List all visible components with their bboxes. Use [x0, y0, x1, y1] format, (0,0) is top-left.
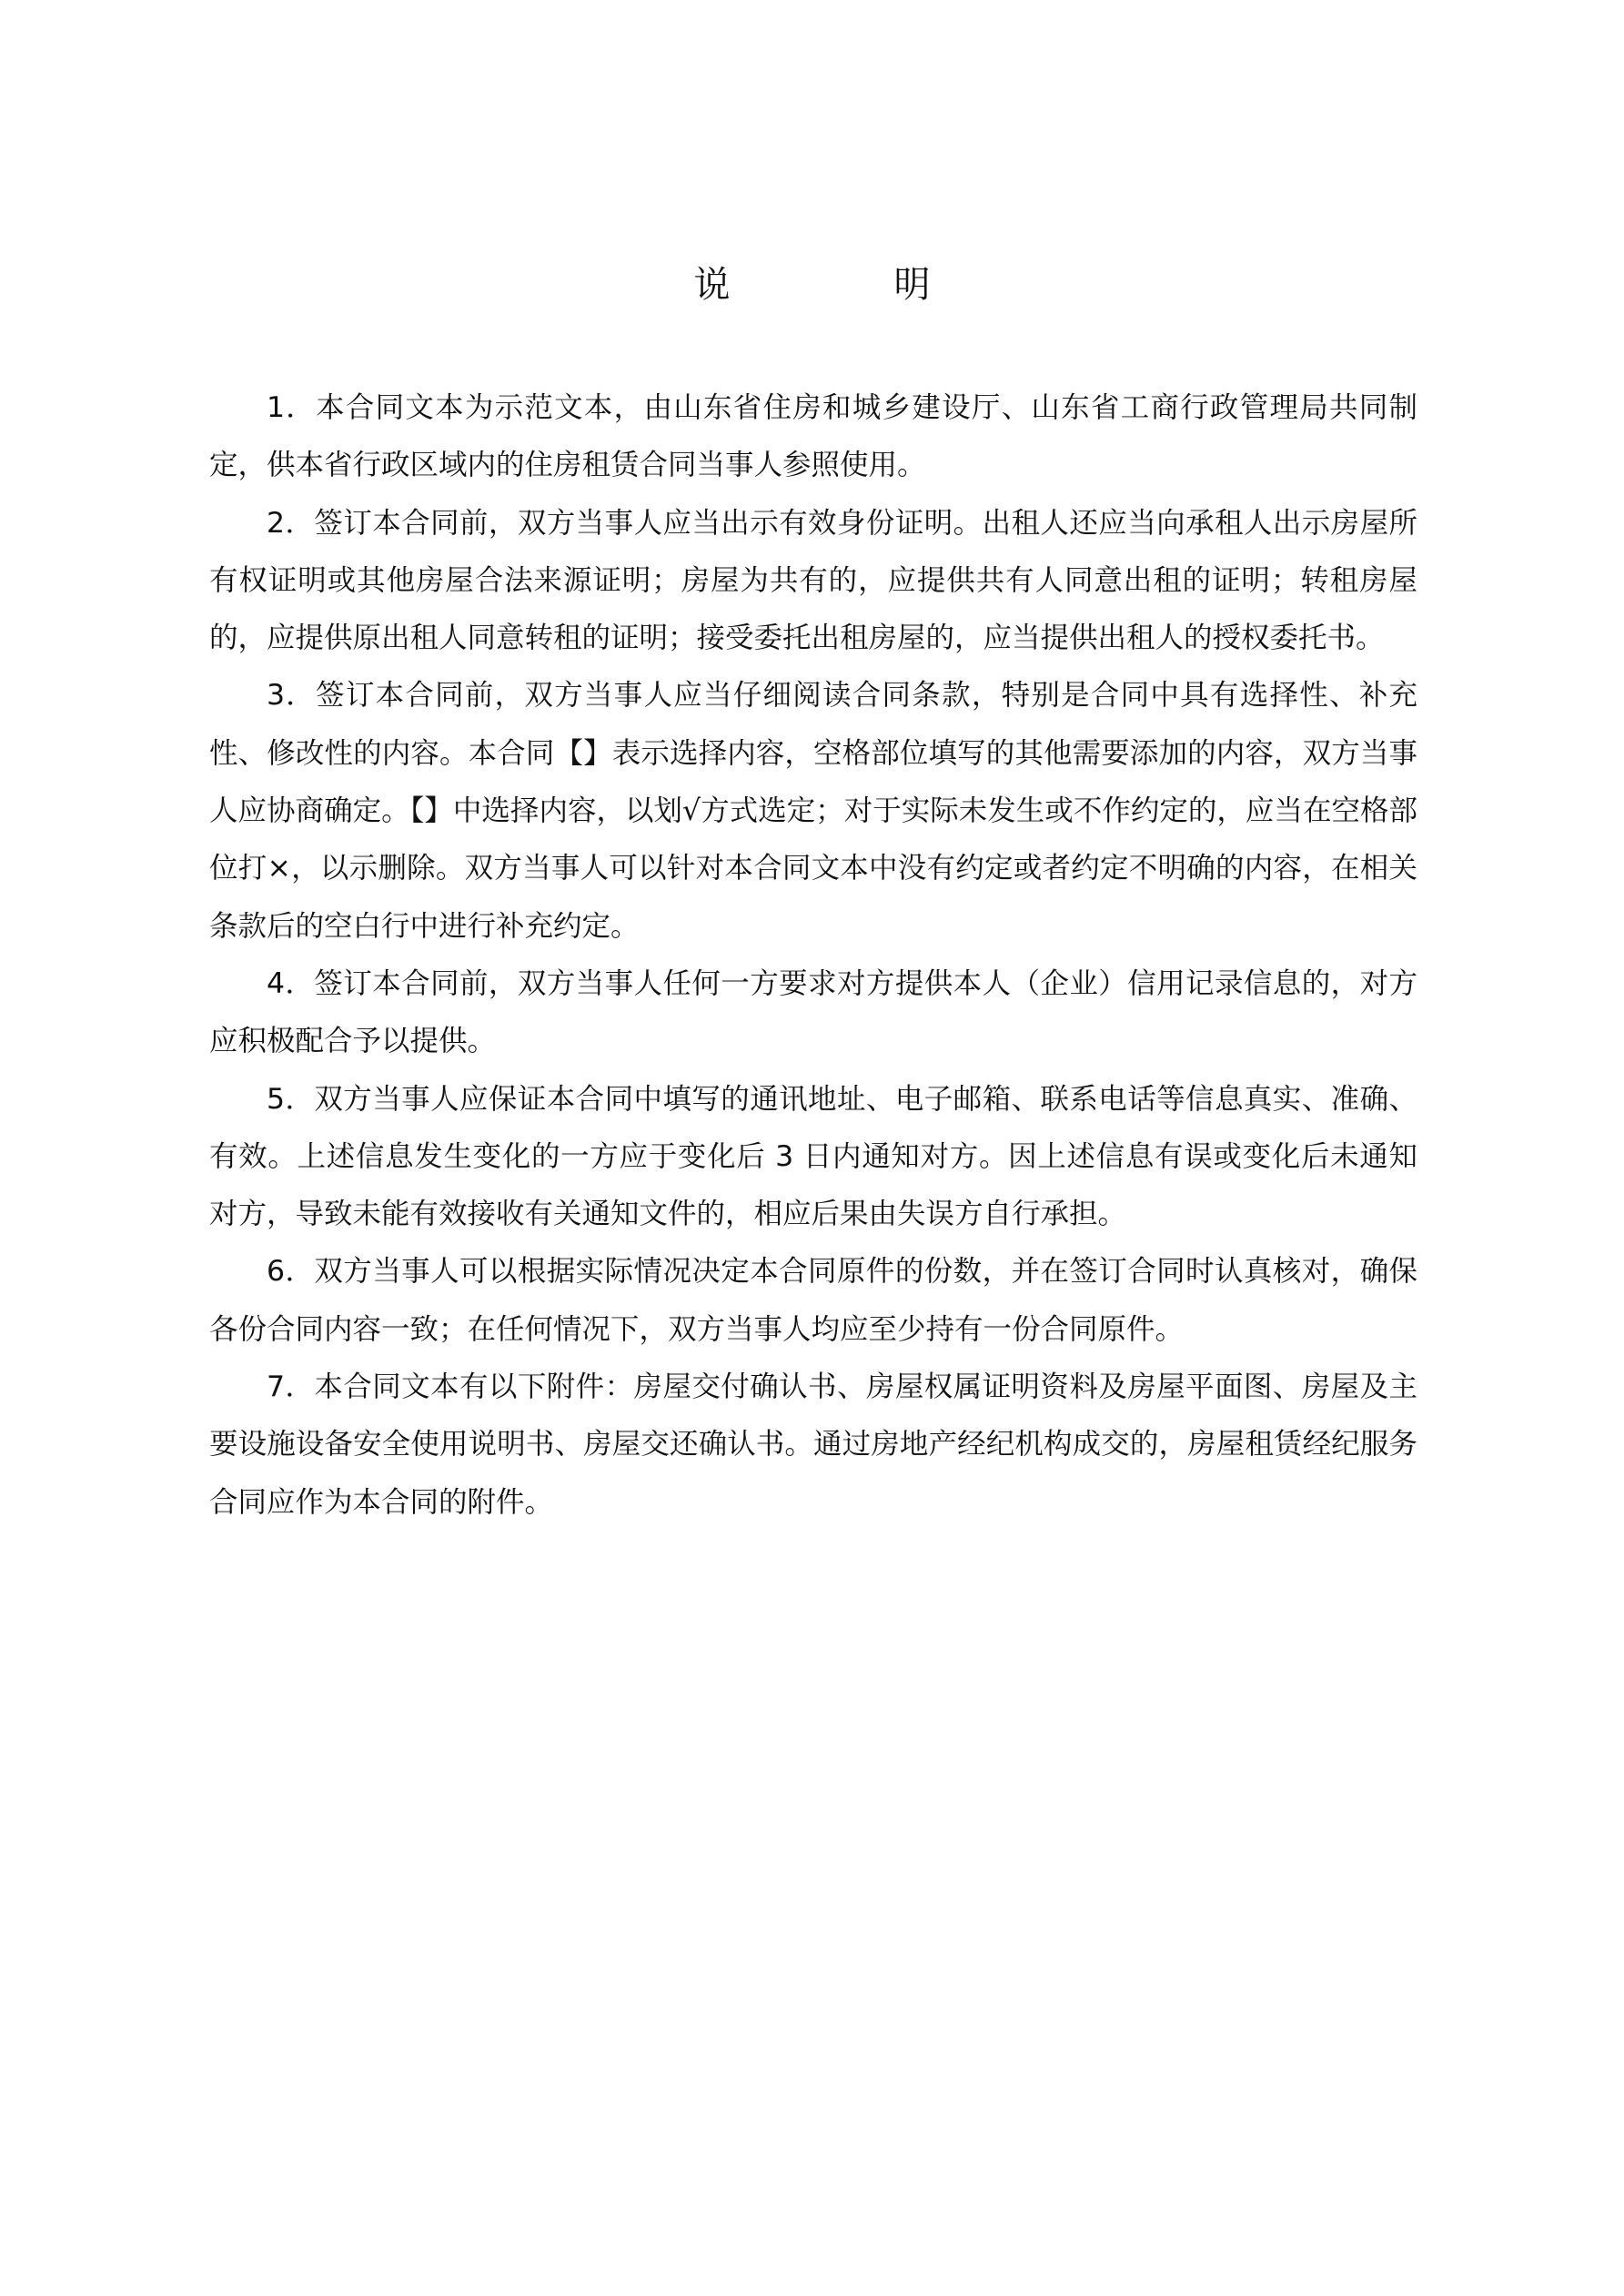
instructions-body: [209, 379, 1417, 1532]
instruction-paragraph-6: 6．双方当事人可以根据实际情况决定本合同原件的份数，并在签订合同时认真核对，确保各份合同内容一致；在任何情况下，双方当事人均应至少持有一份合同原件。: [209, 1255, 1417, 1346]
instruction-paragraph-5: 5．双方当事人应保证本合同中填写的通讯地址、电子邮箱、联系电话等信息真实、准确、有效。上述信息发生变化的一方应于变化后 3 日内通知对方。因上述信息有误或变化后未通知对方，导致未能有效接收有关通知文件的，相应后果由失误方自行承担。: [209, 1082, 1417, 1231]
instruction-paragraph-1: 1．本合同文本为示范文本，由山东省住房和城乡建设厅、山东省工商行政管理局共同制定，供本省行政区域内的住房租赁合同当事人参照使用。: [209, 391, 1417, 482]
instruction-paragraph-7: 7．本合同文本有以下附件：房屋交付确认书、房屋权属证明资料及房屋平面图、房屋及主要设施设备安全使用说明书、房屋交还确认书。通过房地产经纪机构成交的，房屋租赁经纪服务合同应作为本合同的附件。: [209, 1371, 1417, 1519]
instruction-paragraph-2: 2．签订本合同前，双方当事人应当出示有效身份证明。出租人还应当向承租人出示房屋所有权证明或其他房屋合法来源证明；房屋为共有的，应提供共有人同意出租的证明；转租房屋的，应提供原出租人同意转租的证明；接受委托出租房屋的，应当提供出租人的授权委托书。: [209, 506, 1417, 655]
instruction-paragraph-4: 4．签订本合同前，双方当事人任何一方要求对方提供本人（企业）信用记录信息的，对方应积极配合予以提供。: [209, 966, 1417, 1058]
instruction-paragraph-3: 3．签订本合同前，双方当事人应当仔细阅读合同条款，特别是合同中具有选择性、补充性、修改性的内容。本合同【】表示选择内容，空格部位填写的其他需要添加的内容，双方当事人应协商确定。【】中选择内容，以划√方式选定；对于实际未发生或不作约定的，应当在空格部位打×，以示删除。双方当事人可以针对本合同文本中没有约定或者约定不明确的内容，在相关条款后的空白行中进行补充约定。: [209, 679, 1417, 943]
page-title: 说 明: [693, 264, 994, 306]
